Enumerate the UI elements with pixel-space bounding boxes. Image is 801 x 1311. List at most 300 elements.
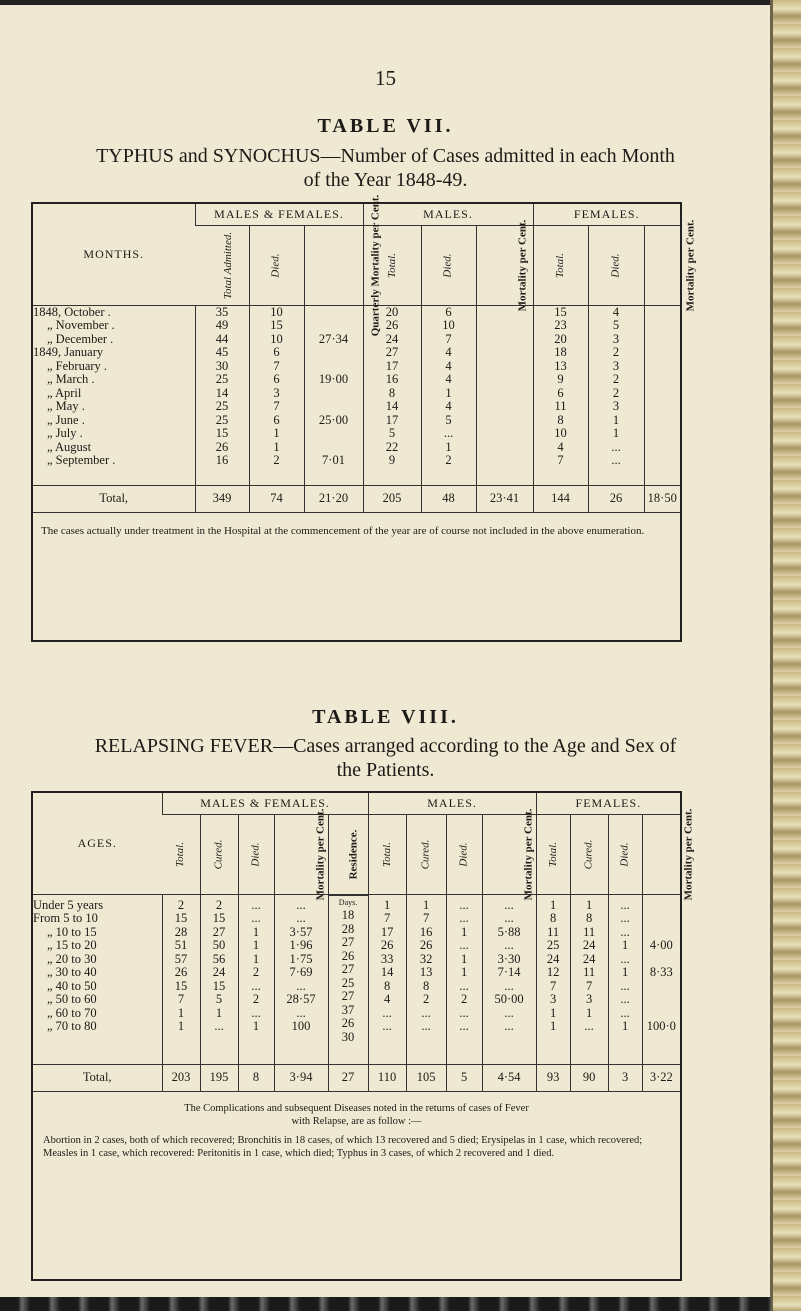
t8-total-m-mort: 4·54 [482,1064,536,1091]
t8-group-m: MALES. [368,793,536,814]
t7-cell: 10 [270,305,283,319]
t8-age: „ 15 to 20 [47,939,97,952]
t7-cell: 44 [215,332,229,346]
t8-cell: 1 [621,966,629,979]
t8-cell: 56 [212,952,226,966]
t8-col-mf-died [238,894,274,1064]
t8-cell: 12 [546,966,560,979]
t8-cell: 1 [215,1006,223,1020]
t8-cell: 4·00 [649,939,673,952]
t8-h-m-died: Died. [457,842,470,867]
t8-h-m-mort: Mortality per Cent. [521,808,534,901]
t8-cell: 7 [422,912,430,925]
t8-cell: ... [251,979,261,993]
t7-col-m-mort [476,305,533,485]
t8-age: „ 10 to 15 [47,925,97,939]
t7-cell: 24 [385,332,399,346]
t8-cell: 2 [460,993,468,1006]
t8-cell: 1 [549,1020,557,1033]
bottom-edge [0,1297,771,1311]
t7-cell: 3 [612,332,620,346]
t8-cell [643,899,681,913]
t8-total-mf-mort: 3·94 [274,1064,328,1091]
t8-cell: 1 [422,898,430,912]
t7-h-m-died: Died. [441,253,454,278]
t8-cell: ... [459,912,469,925]
t8-cell: 28 [174,925,188,939]
t8-cell: 7·69 [289,966,313,979]
t8-cell: 8 [585,912,593,925]
t8-cell: 1 [460,925,468,939]
t7-cell: 20 [554,332,567,346]
t8-cell: ... [620,1006,630,1020]
t8-cell: 7 [383,912,391,925]
t7-month: „ August [47,440,92,454]
t7-cell: 6 [273,346,280,359]
t8-h-f-total: Total. [546,842,559,867]
t8-h-m-total: Total. [380,842,393,867]
t7-cell: 10 [442,319,455,332]
t8-col-f-mort [642,894,680,1064]
t8-col-ages [33,894,162,1064]
t8-cell: 50·00 [494,993,524,1006]
t7-cell: 35 [215,305,229,319]
t8-cell: 1 [549,1006,557,1020]
t8-cell: 32 [419,952,433,966]
t7-total-mf-mort: 21·20 [304,485,363,512]
t7-cell: ... [443,427,454,440]
t8-cell [643,980,681,994]
t8-cell: 16 [419,925,433,939]
t8-cell: 26 [341,949,355,963]
t7-cell: 19·00 [318,373,349,386]
t7-cell: 7 [273,400,280,413]
t8-cell: ... [459,979,469,993]
t7-cell: 26 [385,319,399,332]
t8-age: „ 20 to 30 [47,952,97,966]
t8-cell: ... [620,925,630,939]
t8-cell: 7 [585,979,593,993]
t7-group-m: MALES. [363,204,533,225]
table7 [33,194,696,512]
table8-frame [31,791,694,1281]
t7-cell: 8 [557,413,564,427]
t7-cell: 1 [445,440,452,454]
t7-cell: 23 [554,319,567,332]
t7-col-m-died [421,305,476,485]
top-edge [0,0,771,5]
t8-col-f-cured [570,894,608,1064]
t7-total-m-mort: 23·41 [476,485,533,512]
t8-cell: 4 [383,993,391,1006]
t7-col-months [33,305,195,485]
t7-cell: 4 [445,346,452,359]
t7-col-f-mort [644,305,680,485]
t8-cell: 1 [621,939,629,952]
t8-age: „ 50 to 60 [47,993,97,1006]
t7-total-row [33,485,680,512]
t7-h-f-died: Died. [609,253,622,278]
t8-group-mf: MALES & FEMALES. [162,793,368,814]
t8-cell: ... [504,939,514,952]
t7-total-mf-total: 349 [195,485,249,512]
t7-cell: 1 [445,386,452,400]
t7-cell: 27 [385,346,399,359]
t8-h-cured: Cured. [212,839,225,870]
t8-cell: ... [584,1020,594,1033]
t8-age: Under 5 years [33,898,104,912]
t8-h-residence: Residence. [346,829,359,880]
t7-cell: 15 [270,319,283,332]
t8-cell: 26 [419,939,433,952]
t8-col-f-died [608,894,642,1064]
t7-cell: 6 [445,305,452,319]
t7-h-f-total: Total. [553,253,566,278]
t8-cell: 24 [582,939,596,952]
t7-cell: 5 [445,413,452,427]
t8-cell: 2 [252,993,260,1006]
t7-cell: 5 [612,319,620,332]
t8-cell: 17 [380,925,394,939]
t8-total-m-total: 110 [368,1064,406,1091]
t7-cell: 16 [385,373,399,386]
t7-month: „ September . [47,454,116,467]
t8-h-died: Died. [249,842,262,867]
t8-h-f-mort: Mortality per Cent. [681,808,694,901]
t7-cell: 1 [273,427,280,440]
t7-cell [305,346,363,360]
t7-cell: 7 [557,454,564,467]
t8-cell: 2 [177,898,185,912]
table8-note-line2: with Relapse, are as follow :— [291,1115,422,1127]
t7-cell: 8 [388,386,396,400]
t7-cell: 14 [385,400,399,413]
t7-cell: 1 [612,427,620,440]
table7-title: TABLE VII. [317,115,454,137]
t8-cell: ... [296,898,306,912]
t8-cell: ... [504,898,514,912]
t8-cell: 3 [585,993,593,1006]
t7-cell: 2 [445,454,452,467]
t7-col-mf-quarterly [304,305,363,485]
t7-cell: 10 [554,427,567,440]
t7-col-f-died [588,305,644,485]
table7-note: The cases actually under treatment in the Hospital at the commencement of the year are of course not included in the above enumeration. [33,512,680,544]
t7-cell: 7 [445,332,452,346]
table8-heading-line2: the Patients. [336,759,435,781]
t7-cell [305,427,363,441]
t8-cell: 14 [380,966,394,979]
t7-cell: 2 [612,346,620,359]
t8-total-mf-died: 8 [238,1064,274,1091]
t8-cell: 3·30 [497,952,521,966]
table7-heading [0,144,771,192]
t8-age: „ 60 to 70 [47,1006,97,1020]
t7-cell: 1 [273,440,280,454]
t7-month: „ April [47,386,82,400]
t8-cell: 15 [174,912,188,925]
t7-cell: 9 [557,373,564,386]
table8-note-body: Abortion in 2 cases, both of which recovered; Bronchitis in 18 cases, of which 13 recovered and 5 died; Erysipelas in 1 case, which recovered; Measles in 1 case, which recovered: Peritonitis in 1 case, which died; Typhus in 3 cases, of which 2 recovered and 1 died. [43,1134,643,1159]
t8-cell: 27 [341,990,355,1003]
t7-month: 1849, January [33,346,104,359]
t8-cell: 30 [341,1030,355,1044]
t8-cell: 8 [549,912,557,925]
t8-cell: 18 [341,909,355,922]
t7-month: „ June . [47,413,85,427]
t8-cell: 1 [252,925,260,939]
table8-title: TABLE VIII. [312,706,459,728]
t8-cell: 11 [583,925,596,939]
t7-total-m-total: 205 [363,485,421,512]
t7-cell: 6 [557,386,564,400]
t7-col-mf-died [249,305,304,485]
t7-cell: 15 [554,305,567,319]
t8-cell: 26 [341,1017,355,1030]
t8-h-mort: Mortality per Cent. [313,808,326,901]
t8-cell: 24 [582,952,596,966]
t8-cell: 33 [380,952,394,966]
t7-month: „ March . [47,373,95,386]
t8-cell: 2 [252,966,260,979]
t7-cell [305,360,363,374]
t8-cell: ... [214,1020,224,1033]
t7-cell: 25·00 [318,413,349,427]
t8-cell [643,953,681,967]
t8-cell: 15 [174,979,188,993]
t8-cell: 8 [422,979,430,993]
t8-col-f-total [536,894,570,1064]
t7-cell [305,400,363,414]
t8-cell: 25 [546,939,560,952]
t8-cell: ... [504,1006,514,1020]
t7-cell [305,387,363,401]
t7-cell: 17 [385,359,399,373]
t7-month: „ May . [47,400,85,413]
t8-col-mf-total [162,894,200,1064]
t7-cell: 4 [445,373,452,386]
t7-h-quarterly: Quarterly Mortality per Cent. [368,194,381,337]
t8-cell: ... [459,898,469,912]
t8-col-m-mort [482,894,536,1064]
t8-cell: 1 [585,1006,593,1020]
table8-heading-line1: RELAPSING FEVER—Cases arranged according to the Age and Sex of [94,735,677,757]
t8-cell: 27 [341,936,355,949]
t8-col-m-total [368,894,406,1064]
t8-cell [643,912,681,926]
t7-cell: 13 [554,359,567,373]
t7-cell: 4 [445,359,452,373]
t7-cell: 6 [273,413,280,427]
t8-col-mf-cured [200,894,238,1064]
t7-cell: 25 [215,413,229,427]
t8-total-mf-res: 27 [328,1064,368,1091]
t8-days-label: Days. [329,895,368,910]
t8-cell: ... [459,1006,469,1020]
t8-h-f-cured: Cured. [582,839,595,870]
t8-cell: 28·57 [286,993,316,1006]
t7-cell: 4 [445,400,452,413]
t8-cell: 26 [174,966,188,979]
t8-age: „ 30 to 40 [47,966,97,979]
t8-cell: ... [421,1020,431,1033]
t8-cell: 1·75 [289,952,313,966]
t7-cell: 25 [215,400,229,413]
t7-h-died: Died. [269,253,282,278]
t7-cell: 3 [612,359,620,373]
t8-cell: ... [620,993,630,1006]
t8-cell: 27 [341,963,355,976]
t8-cell: 51 [174,939,188,952]
t8-cell: ... [296,912,306,925]
t7-total-f-mort: 18·50 [644,485,680,512]
t8-cell: 7·14 [497,966,521,979]
t7-cell: 4 [557,440,564,454]
t8-cell: 1 [252,952,260,966]
t7-cell: 2 [612,373,620,386]
t7-month: 1848, October . [33,305,111,319]
t7-cell: 3 [612,400,620,413]
t8-cell: 1 [460,952,468,966]
t7-total-m-died: 48 [421,485,476,512]
t8-cell: 100 [291,1020,311,1033]
t7-cell: 27·34 [318,332,349,346]
t7-group-f: FEMALES. [533,204,680,225]
table8-note-line1: The Complications and subsequent Diseases noted in the returns of cases of Fever [184,1102,529,1114]
t8-total-row [33,1064,680,1091]
t8-h-total: Total. [174,842,187,867]
t8-cell: 11 [583,966,596,979]
t8-cell: ... [421,1006,431,1020]
t8-age: „ 40 to 50 [47,979,97,993]
table8-heading [0,734,771,782]
t8-cell: 5·88 [497,925,521,939]
page-number: 15 [375,66,396,90]
t8-cell: 1·96 [289,939,313,952]
t8-cell: 1 [621,1020,629,1033]
t7-cell: 14 [215,386,229,400]
t7-col-mf-total [195,305,249,485]
t8-cell: ... [504,912,514,925]
t7-h-m-total: Total. [385,253,398,278]
t7-cell [305,319,363,333]
book-spine [771,0,801,1311]
t7-cell: 1 [612,413,620,427]
t7-col-f-total [533,305,588,485]
t7-h-months: MONTHS. [83,246,145,261]
t7-month: „ July . [47,427,83,440]
t8-cell: 1 [252,939,260,952]
t8-col-m-cured [406,894,446,1064]
t8-cell: ... [620,912,630,925]
t8-cell: ... [251,912,261,925]
t8-cell: ... [620,979,630,993]
t8-h-ages: AGES. [77,835,117,850]
t7-cell: 7·01 [322,454,345,467]
t8-cell: 11 [547,925,560,939]
t7-cell: 2 [273,454,280,467]
t8-cell: ... [459,1020,469,1033]
t7-cell: 18 [554,346,567,359]
t7-cell: 45 [215,346,229,359]
t7-cell: 22 [385,440,399,454]
t7-cell: 9 [388,454,396,467]
t7-cell: 49 [215,319,229,332]
t7-cell: 2 [612,386,620,400]
t7-h-m-mort: Mortality per Cent. [515,219,528,312]
t7-cell: 7 [273,359,280,373]
t8-cell: ... [504,979,514,993]
t8-cell: 1 [177,1006,185,1020]
t7-h-total-admitted: Total Admitted. [222,231,235,300]
t8-cell: 1 [177,1020,185,1033]
t8-total-f-cured: 90 [570,1064,608,1091]
t7-cell: 20 [385,305,399,319]
t7-group-mf: MALES & FEMALES. [195,204,363,225]
t8-h-m-cured: Cured. [419,839,432,870]
t7-cell: 26 [215,440,229,454]
t8-col-m-died [446,894,482,1064]
t8-total-f-died: 3 [608,1064,642,1091]
t8-cell: 8 [383,979,391,993]
t8-age: „ 70 to 80 [47,1020,97,1033]
t8-cell: ... [296,979,306,993]
t8-cell: 3 [549,993,557,1006]
t8-cell: 7 [549,979,557,993]
t8-cell: 15 [212,912,226,925]
t7-cell [305,441,363,455]
table7-heading-line2: of the Year 1848-49. [303,169,468,191]
t8-cell: 25 [341,976,355,990]
t7-month: „ February . [47,359,108,373]
t8-cell: 57 [174,952,188,966]
t8-cell: 1 [549,898,557,912]
t8-cell [643,1007,681,1021]
t8-total-f-total: 93 [536,1064,570,1091]
t7-month: „ November . [47,319,115,332]
t8-cell: 1 [252,1020,260,1033]
t8-cell: 1 [585,898,593,912]
t7-cell: 5 [388,427,396,440]
t7-cell: 30 [215,359,229,373]
t8-cell: ... [251,898,261,912]
t8-cell: ... [251,1006,261,1020]
t7-cell: 16 [215,454,229,467]
t7-cell: ... [611,454,621,467]
t8-total-label: Total, [33,1064,162,1091]
t7-cell: 11 [554,400,567,413]
t7-cell: ... [611,440,621,454]
t8-cell: ... [296,1006,306,1020]
t8-total-m-cured: 105 [406,1064,446,1091]
table8-note [33,1091,680,1164]
t8-cell: 7 [177,993,185,1006]
t8-cell: 28 [341,922,355,936]
t7-cell [305,306,363,320]
t8-cell [643,993,681,1007]
t8-col-mf-mort [274,894,328,1064]
t8-cell: 1 [460,966,468,979]
t7-month: „ December . [47,332,114,346]
t7-cell: 4 [612,305,620,319]
t8-cell: 15 [212,979,226,993]
t7-cell: 25 [215,373,229,386]
t8-cell: 50 [212,939,226,952]
t7-total-f-died: 26 [588,485,644,512]
t8-cell: 3·57 [289,925,313,939]
t8-cell: ... [382,1006,392,1020]
t8-cell: ... [620,898,630,912]
